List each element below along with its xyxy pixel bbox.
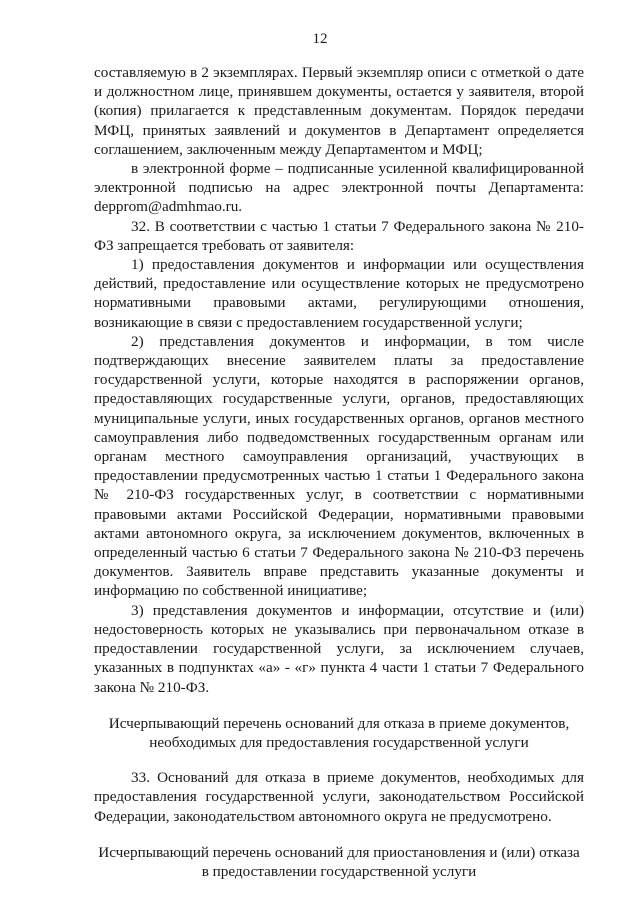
heading-line: Исчерпывающий перечень оснований для приостановления и (или) отказа [98, 843, 580, 861]
paragraph-33: 33. Оснований для отказа в приеме документов, необходимых для предоставления государственной услуги, законодательством Российской Федерации, законодательством автономного округа не предусмотрено. [94, 769, 584, 825]
paragraph-continuation: составляемую в 2 экземплярах. Первый экземпляр описи с отметкой о дате и должностном лице, принявшем документы, остается у заявителя, второй (копия) прилагается к представленным документам. Порядок передачи МФЦ, принятых заявлений и документов в Департамент определяется соглашением, заключенным между Департаментом и МФЦ; [94, 64, 584, 158]
document-body [94, 63, 584, 881]
page-number: 12 [312, 31, 328, 47]
heading-line: Исчерпывающий перечень оснований для отказа в приеме документов, [108, 714, 570, 732]
list-item-2: 2) представления документов и информации, в том числе подтверждающих внесение заявителем платы за предоставление государственной услуги, которые находятся в распоряжении органов, предоставляющих государственные услуги, органов, предоставляющих муниципальные услуги, иных государственных органов, органов местного самоуправления либо подведомственных государственным органам или органам местного самоуправления организаций, участвующих в предоставлении предусмотренных частью 1 статьи 1 Федерального закона № 210-ФЗ государственных услуг, в соответствии с нормативными правовыми актами Российской Федерации, нормативными правовыми актами автономного округа, за исключением документов, включенных в определенный частью 6 статьи 7 Федерального закона № 210-ФЗ перечень документов. Заявитель вправе представить указанные документы и информацию по собственной инициативе; [94, 332, 584, 600]
paragraph-electronic-form: в электронной форме – подписанные усиленной квалифицированной электронной подписью на адрес электронной почты Департамента: depprom@admhmao.ru. [94, 160, 584, 216]
list-item-1: 1) предоставления документов и информации или осуществления действий, предоставление или осуществление которых не предусмотрено нормативными правовыми актами, регулирующими отношения, возникающие в связи с предоставлением государственной услуги; [94, 256, 584, 331]
section-heading-suspension [94, 843, 584, 881]
paragraph-32: 32. В соответствии с частью 1 статьи 7 Федерального закона № 210-ФЗ запрещается требовать от заявителя: [94, 217, 584, 254]
heading-line: необходимых для предоставления государственной услуги [149, 733, 529, 751]
section-heading-refusal-reception [94, 714, 584, 752]
list-item-3: 3) представления документов и информации, отсутствие и (или) недостоверность которых не указывались при первоначальном отказе в предоставлении государственной услуги, за исключением случаев, указанных в подпунктах «а» - «г» пункта 4 части 1 статьи 7 Федерального закона № 210-ФЗ. [94, 601, 584, 696]
heading-line: в предоставлении государственной услуги [201, 862, 477, 880]
